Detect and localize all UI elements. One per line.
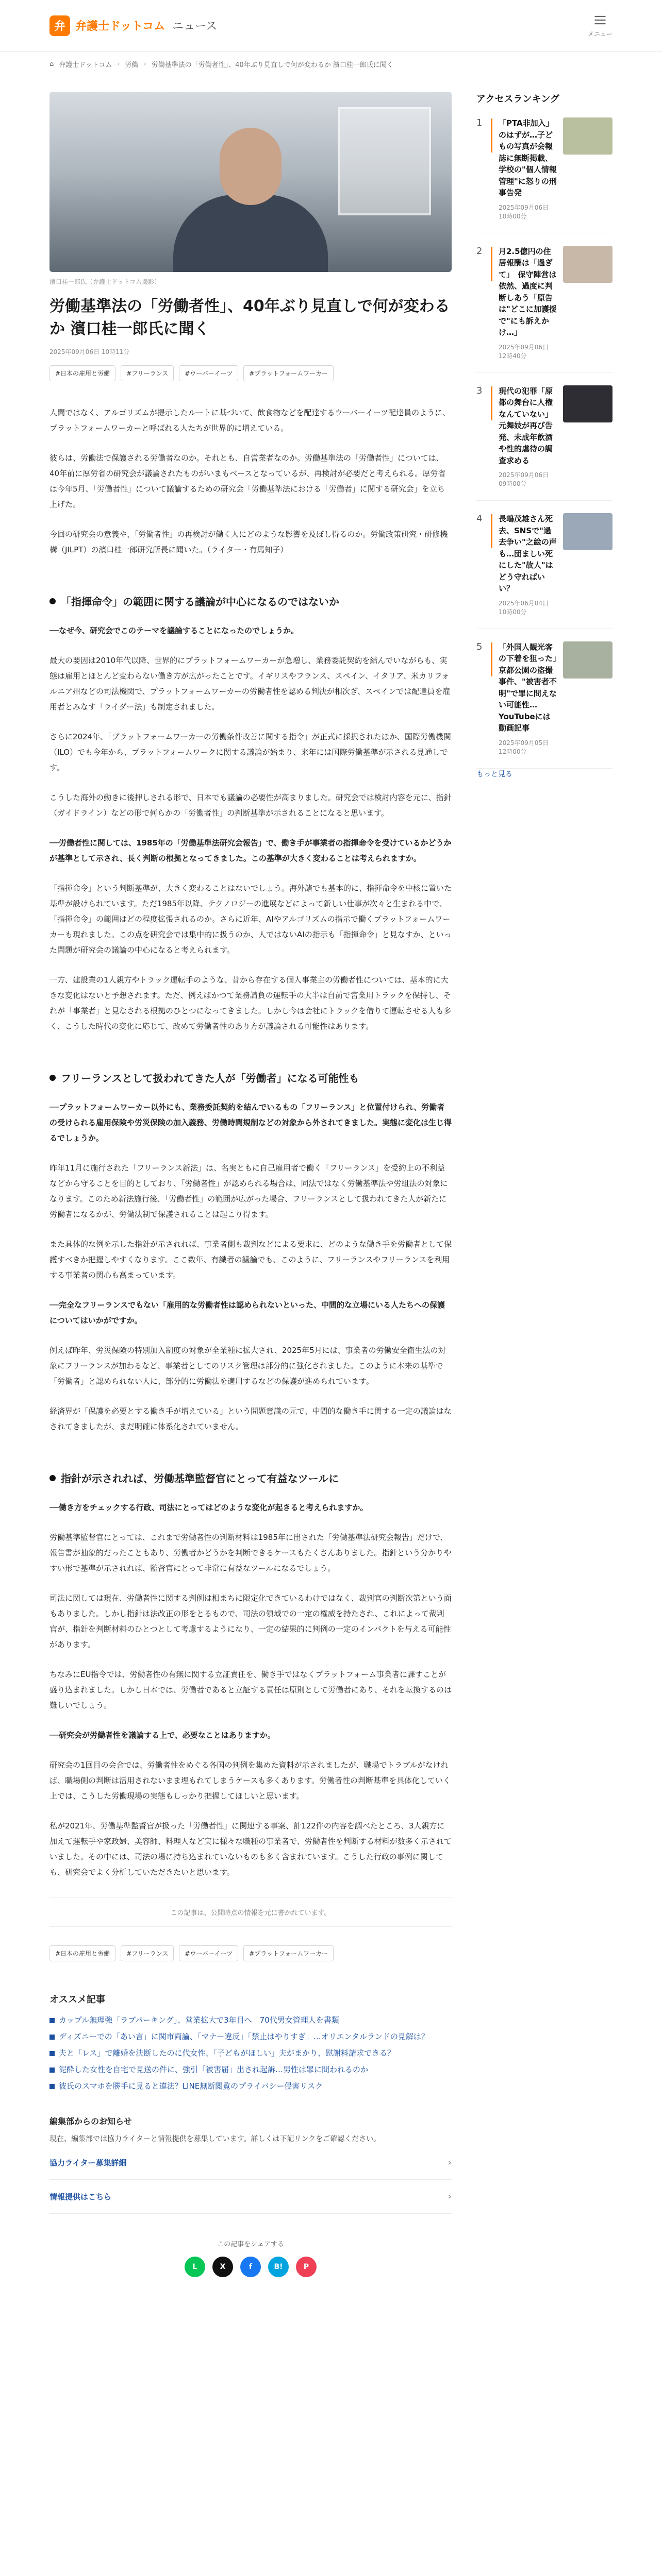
breadcrumb-separator: › [143,60,146,68]
ranking-title-text: 「外国人観光客の下着を狙った」京都公園の盗撮事件、"被害者不明"で罪に問えない可能性… YouTubeには動画記事 [499,642,557,733]
site-header [0,0,662,52]
ranking-date: 2025年09月05日 12時00分 [499,739,549,755]
site-logo[interactable] [49,15,217,36]
ranking-date: 2025年09月06日 12時40分 [499,343,549,360]
intro-paragraph: 今回の研究会の意義や、「労働者性」の再検討が働く人にどのような影響を及ぼし得るのか。労働政策研究・研修機構（JILPT）の濱口桂一郎研究所長に聞いた。（ライター・有馬知子） [49,530,448,554]
ranking-thumbnail [563,117,613,155]
ranking-body [499,246,557,360]
section-heading [49,1470,452,1485]
recommend-title: オススメ記事 [49,1994,105,2005]
recommend-list [49,2014,452,2092]
recommend-item-text: カップル無理強「ラブパーキング」、営業拡大で3年目へ 70代男女管理人を書類 [59,2015,339,2025]
ranking-title-text: 現代の犯罪「原都の舞台に人権なんていない」元舞妓が再び告発、未成年飲酒や性的虐待の調査求める [499,386,553,465]
section-heading-text: フリーランスとして扱われてきた人が「労働者」になる可能性も [61,1072,359,1084]
ranking-number: 4 [476,513,483,524]
recommend-item[interactable] [49,2014,452,2026]
article-title: 労働基準法の「労働者性」、40年ぶり見直しで何が変わるか 濱口桂一郎氏に聞く [49,297,450,338]
tag-link[interactable]: #ウーバーイーツ [179,1945,238,1961]
home-icon: ⌂ [49,60,54,68]
recommend-item[interactable] [49,2047,452,2059]
logo-subtitle: ニュース [172,20,218,33]
menu-button[interactable] [588,13,613,38]
tag-list [49,365,452,381]
ranking-thumbnail [563,641,613,679]
breadcrumb-item[interactable]: 弁護士ドットコム [59,61,112,69]
interview-question: ──働き方をチェックする行政、司法にとってはどのような変化が起きると考えられますか。 [49,1503,368,1512]
editor-notice [49,2115,452,2146]
ranking-accent-bar [491,514,492,548]
tag-link[interactable]: #フリーランス [121,1945,174,1961]
sidebar [476,92,613,2277]
hamburger-icon [593,13,607,27]
tag-link[interactable]: #プラットフォームワーカー [243,365,334,381]
facebook-icon[interactable]: f [240,2257,261,2277]
bullet-icon [49,598,56,604]
line-icon[interactable]: L [185,2257,205,2277]
hero-image [49,92,452,272]
share-section [49,2239,452,2277]
breadcrumb [0,52,662,76]
hero-person-body [173,195,328,272]
page-layout [0,76,662,2277]
ranking-item[interactable] [476,105,613,233]
recommend-item-text: 泥酔した女性を自宅で見送の件に、強引「被害届」出され起訴…男性は罪に問われるのか [59,2065,369,2074]
ranking-date: 2025年09月06日 09時00分 [499,471,549,487]
recommend-section [49,1992,452,2092]
interview-question: ──研究会が労働者性を議論する上で、必要なことはありますか。 [49,1731,275,1740]
tag-link[interactable]: #ウーバーイーツ [179,365,238,381]
info-link-label: 情報提供はこちら [49,2192,112,2202]
interview-answer: こうした海外の動きに後押しされる形で、日本でも議論の必要性が高まりました。研究会では検討内容を元に、指針（ガイドライン）などの形で何らかの「労働者性」の判断基準が示されることになると思います。 [49,793,452,818]
ranking-date: 2025年09月06日 10時00分 [499,204,549,220]
hero-person-head [220,128,282,205]
ranking-thumbnail [563,385,613,422]
info-links [49,2146,452,2214]
ranking-title: アクセスランキング [476,94,559,105]
bullet-icon [49,1475,56,1481]
recommend-item[interactable] [49,2080,452,2092]
ranking-item[interactable] [476,629,613,769]
interview-question: ──プラットフォームワーカー以外にも、業務委託契約を結んでいるもの「フリーランス」と位置付けられ、労働者の受けられる雇用保険や労災保険の加入義務、労働時間規制などの対象から外されてきました。実態に変化は生じ得るでしょうか。 [49,1103,452,1143]
chevron-right-icon: › [448,2191,452,2202]
interview-answer: また具体的な例を示した指針が示されれば、事業者側も裁判などによる要求に、どのような働き手を労働者として保護すべきか把握しやすくなります。ここ数年、有識者の議論でも、このように、フリーランスやフリーランスを利用する事業者の関心も高まっています。 [49,1240,452,1280]
recommend-item-text: 夫と「レス」で離婚を決断したのに代女性、「子どもがほしい」夫がまかり、慰謝料請求できる？ [59,2048,395,2058]
ranking-title-text: 月2.5億円の住居報酬は「過ぎて」 保守陣営は依然、過度に判断しあう「原告は"どこに加護援で"にも訴えかけ…」 [499,246,557,337]
recommend-item-text: ディズニーでの「あい言」に関市両論、「マナー違反」「禁止はやりすぎ」…オリエンタルランドの見解は？ [59,2032,429,2041]
share-label: この記事をシェアする [217,2241,284,2249]
tag-link[interactable]: #フリーランス [121,365,174,381]
tag-link[interactable]: #日本の雇用と労働 [49,1945,115,1961]
square-bullet-icon [49,2035,55,2040]
x-icon[interactable]: X [212,2257,233,2277]
recommend-item-text: 彼氏のスマホを勝手に見ると違法？LINE無断閲覧のプライバシー侵害リスク [59,2081,323,2091]
interview-answer: 経済界が「保護を必要とする働き手が増えている」という問題意識の元で、中間的な働き手に関する一定の議論はなされてきましたが、まだ明確に体系化されていません。 [49,1406,452,1431]
section-heading [49,1070,452,1085]
tag-link[interactable]: #日本の雇用と労働 [49,365,115,381]
ranking-thumbnail [563,246,613,283]
logo-mark: 弁 [49,15,70,36]
recommend-item[interactable] [49,2063,452,2076]
logo-text: 弁護士ドットコム [75,20,166,33]
ranking-title-text: 「PTA非加入」のはずが…子どもの写真が会報誌に無断掲載、学校の"個人情報管理"に怒りの刑事告発 [499,118,557,197]
ranking-number: 5 [476,641,483,652]
interview-question: ──労働者性に関しては、1985年の「労働基準法研究会報告」で、働き手が事業者の指揮命令を受けているかどうかが基準として示され、長く判断の根拠となってきました。この基準が大きく変わることは考えられますか。 [49,838,452,863]
share-icons [49,2257,452,2277]
publish-date: 2025年09月06日 10時11分 [49,348,130,355]
square-bullet-icon [49,2051,55,2056]
image-caption: 濱口桂一郎氏（弁護士ドットコム撮影） [49,278,161,285]
ranking-number: 1 [476,117,483,128]
info-link[interactable] [49,2180,452,2214]
section-heading [49,594,452,608]
ranking-list [476,105,613,769]
ranking-date: 2025年06月04日 10時00分 [499,599,549,616]
article [49,92,452,2277]
bullet-icon [49,1075,56,1081]
intro-paragraph: 人間ではなく、アルゴリズムが提示したルートに基づいて、飲食物などを配達するウーバーイーツ配達員のように、プラットフォームワーカーと呼ばれる人たちが世界的に増えている。 [49,408,451,433]
square-bullet-icon [49,2067,55,2073]
section-heading-text: 指針が示されれば、労働基準監督官にとって有益なツールに [61,1472,339,1485]
ranking-number: 3 [476,385,483,396]
interview-answer: 昨年11月に施行された「フリーランス新法」は、名実ともに自己雇用者で働く「フリーランス」を受約上の不利益などから守ることを目的としており、「労働者性」が認められる場合は、同法ではなく労働基準法や労組法の対象になります。このため新法施行後、「労働者性」の範囲が広がった場合、フリーランスとして扱われてきた人が新たに労働者になるかが、労働法制で保護されることは起こり得ます。 [49,1163,448,1219]
ranking-title-text: 長嶋茂雄さん死去、SNSで"過去争い"之絵の声も…団ましい死にした"故人"はどう守ればいい？ [499,514,557,593]
ranking-number: 2 [476,245,483,257]
breadcrumb-separator: › [117,60,120,68]
interview-answer: 私が2021年、労働基準監督官が扱った「労働者性」に関連する事案、計122件の内容を調べたところ、3人親方に加えて運転手や家政婦、美容師、料理人など実に様々な職種の事業者で、労働者性を判断する材料が数多く示されていました。その中には、司法の場に持ち込まれていないものも多く含まれています。こうした行政の事例に関しても、研究会でよく分析していただきたいと思います。 [49,1821,452,1877]
ranking-accent-bar [491,642,492,676]
ranking-body [499,385,557,488]
ranking-item[interactable] [476,501,613,629]
section-heading-text: 「指揮命令」の範囲に関する議論が中心になるのではないか [61,596,339,608]
interview-question: ──なぜ今、研究会でこのテーマを議論することになったのでしょうか。 [49,626,299,635]
tag-link[interactable]: #プラットフォームワーカー [243,1945,334,1961]
ranking-accent-bar [491,386,492,420]
recommend-item[interactable] [49,2030,452,2043]
breadcrumb-item[interactable]: 労働 [125,61,139,69]
bottom-tag-list [49,1945,452,1961]
square-bullet-icon [49,2084,55,2089]
hatena-icon[interactable]: B! [268,2257,289,2277]
ranking-body [499,641,557,756]
ranking-body [499,513,557,616]
ranking-item[interactable] [476,373,613,501]
interview-answer: 最大の要因は2010年代以降、世界的にプラットフォームワーカーが急増し、業務委託契約を結んでいながらも、実態は雇用とほとんど変わらない働き方が広がったことです。イギリスやフランス、スペイン、イタリア、米カリフォルニア州などの司法機関で、プラットフォームワーカーの労働者性を認める判決が相次ぎ、スペインでは配達員を雇用者とみなす「ライダー法」も制定されました。 [49,656,451,711]
ranking-accent-bar [491,247,492,281]
pocket-icon[interactable]: P [296,2257,317,2277]
interview-answer: さらに2024年、「プラットフォームワーカーの労働条件改善に関する指令」が正式に採択されたほか、国際労働機関（ILO）でも今年から、プラットフォームワークに関する議論が始まり、来年には国際労働基準が示される見通しです。 [49,732,451,772]
interview-answer: 労働基準監督官にとっては、これまで労働者性の判断材料は1985年に出された「労働基準法研究会報告」だけで、報告書が抽象的だったこともあり、労働者かどうかを判断できるケースもたくさんありました。指針という分かりやすい形で基準が示されれば、監督官にとって非常に有益なツールになるでしょう。 [49,1533,452,1573]
ranking-thumbnail [563,513,613,550]
menu-label: メニュー [587,30,613,38]
ranking-body [499,117,557,221]
article-body [49,594,452,1880]
article-notice: この記事は、公開時点の情報を元に書かれています。 [49,1897,452,1927]
editor-title: 編集部からのお知らせ [49,2116,132,2126]
ranking-more-link[interactable]: もっと見る [476,770,512,778]
square-bullet-icon [49,2018,55,2023]
interview-answer: 司法に関しては現在、労働者性に関する判例は相まちに限定化できているわけではなく、裁判官の判断次第という面もありました。しかし指針は法改正の形をとるもので、司法の領域での一定の権威を持たされ、これによって裁判官が、指針を判断材料のひとつとして考慮するようになり、一定の結果的に判例の一定のインパクトを与える可能性があります。 [49,1594,452,1649]
breadcrumb-current: 労働基準法の「労働者性」、40年ぶり見直しで何が変わるか 濱口桂一郎氏に聞く [151,61,393,69]
interview-answer: ちなみにEU指令では、労働者性の有無に関する立証責任を、働き手ではなくプラットフォーム事業者に課すことが盛り込まれました。しかし日本では、労働者であると立証する責任は原則として労働者にあり、それを転換するのは難しいでしょう。 [49,1670,452,1710]
ranking-item[interactable] [476,233,613,373]
interview-answer: 一方、建設業の1人親方やトラック運転手のような、昔から存在する個人事業主の労働者性については、基本的に大きな変化はないと予想されます。ただ、例えばかつて業務請負の運転手の大半は自前で宮業用トラックを保持し、それが「事業者」と見なされる根拠のひとつになってきました。しかし今は会社にトラックを借りて運転させる人も多く、こうした時代の変化に応じて、改めて労働者性のあり方が議論される可能性はあります。 [49,975,452,1031]
chevron-right-icon: › [448,2157,452,2168]
ranking-accent-bar [491,118,492,152]
interview-answer: 研究会の1回目の会合では、労働者性をめぐる各国の判例を集めた資料が示されましたが、職場でトラブルがなければ、職場側の判断は活用されないまま埋もれてしまうケースも多くあります。労働者性の判断基準を具体化していく上では、こうした労働現場の実態もしっかり把握してほしいと思います。 [49,1760,451,1801]
hero-window [338,107,431,215]
interview-question: ──完全なフリーランスでもない「雇用的な労働者性は認められないといった、中間的な立場にいる人たちへの保護についてはいかがですか。 [49,1300,445,1325]
interview-answer: 「指揮命令」という判断基準が、大きく変わることはないでしょう。海外諸でも基本的に、指揮命令を中核に置いた基準が設けられています。ただ1985年以降、テクノロジーの進展などによって新しい仕事が次々と生まれる中で、「指揮命令」の範囲はどの程度拡張されるのか。さらに近年、AIやアルゴリズムの指示で働くプラットフォームワーカーも現れました。この点を研究会では集中的に扱うのか、人ではないAIの指示も「指揮命令」と見なすか、といった問題が研究会の議論の中心になると考えられます。 [49,884,452,955]
article-intro [49,405,452,557]
intro-paragraph: 彼らは、労働法で保護される労働者なのか。それとも、自営業者なのか。労働基準法の「労働者性」については、40年前に厚労省の研究会が議論されたものがいまもベースとなっているが、再検討が必要だと考えられる。厚労省は今年5月、「労働者性」について議論するための研究会「労働基準法における「労働者」に関する研究会」を立ち上げた。 [49,453,446,509]
info-link[interactable] [49,2146,452,2180]
interview-answer: 例えば昨年、労災保険の特別加入制度の対象が全業種に拡大され、2025年5月には、事業者の労働安全衛生法の対象にフリーランスが加わるなど、事業者としてのリスク管理は部分的に強化されました。このように本来の基準で「労働者」と認められない人に、部分的に労働法を適用するなどの保護が進められています。 [49,1346,446,1386]
info-link-label: 協力ライター募集詳細 [49,2158,127,2168]
editor-text: 現在、編集部では協力ライターと情報提供を募集しています。詳しくは下記リンクをご確認ください。 [49,2135,381,2143]
